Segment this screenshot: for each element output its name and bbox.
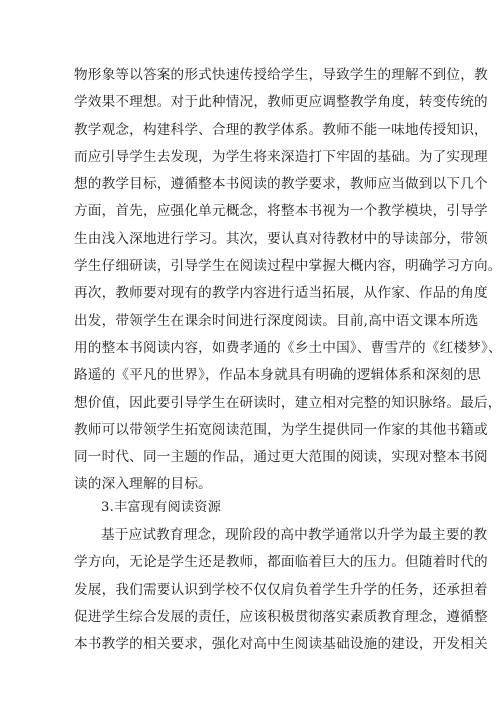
paragraph-line: 学效果不理想。对于此种情况，教师更应调整教学角度，转变传统的 [74, 94, 488, 111]
paragraph-line: 生由浅入深地进行学习。其次，要认真对待教材中的导读部分，带领 [74, 230, 488, 247]
paragraph-line: 读的深入理解的目标。 [74, 476, 212, 493]
paragraph-line: 学方向，无论是学生还是教师，都面临着巨大的压力。但随着时代的 [74, 554, 488, 571]
paragraph-line: 想价值，因此要引导学生在研读时，建立相对完整的知识脉络。最后， [74, 394, 502, 411]
paragraph-line: 发展，我们需要认识到学校不仅仅肩负着学生升学的任务，还承担着 [74, 581, 488, 598]
paragraph-line: 学生仔细研读，引导学生在阅读过程中掌握大概内容，明确学习方向。 [74, 258, 502, 275]
paragraph-line: 物形象等以答案的形式快速传授给学生，导致学生的理解不到位，教 [74, 67, 488, 83]
paragraph-line: 出发，带领学生在课余时间进行深度阅读。目前,高中语文课本所选 [74, 312, 479, 329]
section-heading-text: 3.丰富现有阅读资源 [101, 500, 222, 515]
paragraph-line: 教学观念，构建科学、合理的教学体系。教师不能一味地传授知识， [74, 121, 488, 138]
body-paragraph [74, 62, 502, 499]
section-heading [101, 494, 441, 521]
paragraph-line: 再次，教师要对现有的教学内容进行适当拓展，从作家、作品的角度 [74, 285, 488, 302]
paragraph-line: 本书教学的相关要求，强化对高中生阅读基础设施的建设，开发相关 [74, 636, 488, 653]
paragraph-line: 方面，首先，应强化单元概念，将整本书视为一个教学模块，引导学 [74, 203, 488, 220]
body-paragraph [74, 522, 488, 658]
paragraph-line: 用的整本书阅读内容，如费孝通的《乡土中国》、曹雪芹的《红楼梦》、 [74, 339, 502, 356]
paragraph-line: 想的教学目标，遵循整本书阅读的教学要求，教师应当做到以下几个 [74, 176, 488, 193]
paragraph-line: 路遥的《平凡的世界》，作品本身就具有明确的逻辑体系和深刻的思 [74, 367, 482, 384]
paragraph-line: 教师可以带领学生拓宽阅读范围，为学生提供同一作家的其他书籍或 [74, 421, 488, 438]
paragraph-line: 促进学生综合发展的责任，应该积极贯彻落实素质教育理念，遵循整 [74, 608, 488, 625]
paragraph-line: 而应引导学生去发现，为学生将来深造打下牢固的基础。为了实现理 [74, 148, 488, 165]
paragraph-line: 同一时代、同一主题的作品，通过更大范围的阅读，实现对整本书阅 [74, 449, 488, 466]
paragraph-line: 基于应试教育理念，现阶段的高中教学通常以升学为最主要的教 [101, 527, 488, 543]
